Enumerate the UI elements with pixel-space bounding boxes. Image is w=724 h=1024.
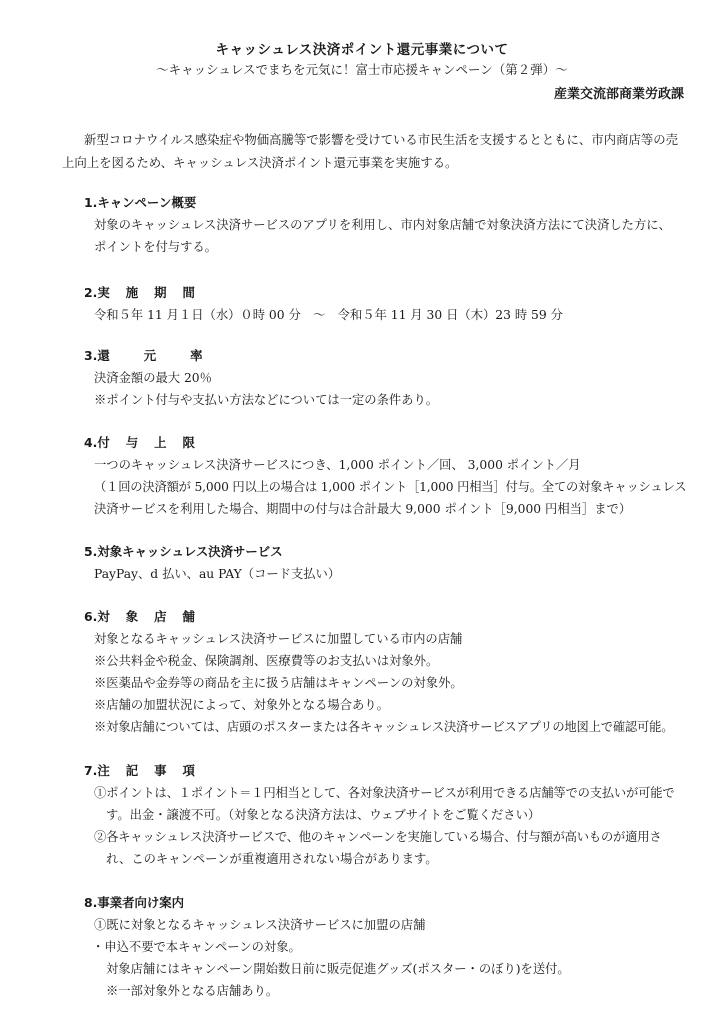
section-grant-limit [84, 432, 704, 520]
section-line: ※対象店舗については、店頭のポスターまたは各キャッシュレス決済サービスアプリの地図上で確認可能。 [94, 720, 674, 734]
section-title: 付与上限 [97, 435, 211, 450]
section-line: 決済金額の最大 20％ [94, 371, 212, 385]
section-line: 決済サービスを利用した場合、期間中の付与は合計最大 9,000 ポイント［9,000 円相当］まで） [94, 502, 632, 516]
section-target-stores [84, 606, 704, 738]
section-number: 8. [84, 895, 98, 910]
section-line: ※医薬品や金券等の商品を主に扱う店舗はキャンペーンの対象外。 [94, 676, 463, 690]
section-business-guide [84, 892, 704, 1002]
section-number: 2. [84, 285, 98, 300]
section-return-rate [84, 345, 704, 411]
section-line: す。出金・譲渡不可。（対象となる決済方法は、ウェブサイトをご覧ください） [106, 808, 541, 822]
intro-line: 上向上を図るため、キャッシュレス決済ポイント還元事業を実施する。 [62, 155, 458, 170]
section-title: 対象キャッシュレス決済サービス [97, 544, 283, 559]
section-number: 4. [84, 435, 98, 450]
intro-line: 新型コロナウイルス感染症や物価高騰等で影響を受けている市民生活を支援するとともに、市内商店等の売 [84, 132, 679, 147]
section-target-services [84, 541, 704, 585]
section-line: ・申込不要で本キャンペーンの対象。 [92, 940, 301, 954]
section-heading [84, 541, 704, 563]
section-line: 一つのキャッシュレス決済サービスにつき、1,000 ポイント／回、 3,000 ポイント／月 [94, 458, 581, 472]
section-heading [84, 282, 704, 304]
section-number: 3. [84, 348, 98, 363]
section-title: 事業者向け案内 [97, 895, 185, 910]
section-title: 注記事項 [97, 763, 211, 778]
section-title: キャンペーン概要 [97, 195, 197, 210]
section-heading [84, 432, 704, 454]
section-line: ※店舗の加盟状況によって、対象外となる場合あり。 [94, 698, 389, 712]
section-number: 6. [84, 609, 98, 624]
section-line: ※ポイント付与や支払い方法などについては一定の条件あり。 [94, 393, 439, 407]
section-line: ポイントを付与する。 [94, 240, 217, 254]
section-line: ②各キャッシュレス決済サービスで、他のキャンペーンを実施している場合、付与額が高いものが適用さ [94, 830, 662, 844]
section-line: れ、このキャンペーンが重複適用されない場合があります。 [106, 852, 438, 866]
section-title: 対象店舗 [97, 609, 211, 624]
section-heading [84, 606, 704, 628]
section-line: ※公共料金や税金、保険調剤、医療費等のお支払いは対象外。 [94, 654, 439, 668]
section-number: 5. [84, 544, 98, 559]
section-campaign-overview [84, 192, 704, 258]
section-heading [84, 892, 704, 914]
intro-paragraph [62, 128, 702, 174]
document-subtitle: ～キャッシュレスでまちを元気に！富士市応援キャンペーン（第２弾）～ [156, 62, 568, 77]
section-title: 実施期間 [97, 285, 211, 300]
section-line: 対象店舗にはキャンペーン開始数日前に販売促進グッズ(ポスター・のぼり)を送付。 [106, 962, 570, 976]
section-line: ※一部対象外となる店舗あり。 [106, 984, 279, 998]
section-line: ①既に対象となるキャッシュレス決済サービスに加盟の店舗 [94, 918, 426, 932]
section-line: ①ポイントは、１ポイント＝１円相当として、各対象決済サービスが利用できる店舗等での支払いが可能で [94, 786, 675, 800]
section-heading [84, 760, 704, 782]
section-heading [84, 192, 704, 214]
section-title: 還元率 [97, 348, 237, 363]
document-title: キャッシュレス決済ポイント還元事業について [215, 42, 509, 58]
section-number: 1. [84, 195, 98, 210]
section-heading [84, 345, 704, 367]
department-name: 産業交流部商業労政課 [553, 87, 684, 102]
section-line: （１回の決済額が 5,000 円以上の場合は 1,000 ポイント［1,000 円相当］付与。全ての対象キャッシュレス [94, 480, 687, 494]
section-line: 令和５年 11 月１日（水）０時 00 分 ～ 令和５年 11 月 30 日（木）23 時 59 分 [94, 308, 563, 322]
section-notes [84, 760, 704, 870]
section-line: 対象となるキャッシュレス決済サービスに加盟している市内の店舗 [94, 632, 463, 646]
section-line: 対象のキャッシュレス決済サービスのアプリを利用し、市内対象店舗で対象決済方法にて決済した方に、 [94, 218, 671, 232]
section-line: PayPay、d 払い、au PAY（コード支払い） [94, 567, 341, 581]
section-number: 7. [84, 763, 98, 778]
section-period [84, 282, 704, 326]
